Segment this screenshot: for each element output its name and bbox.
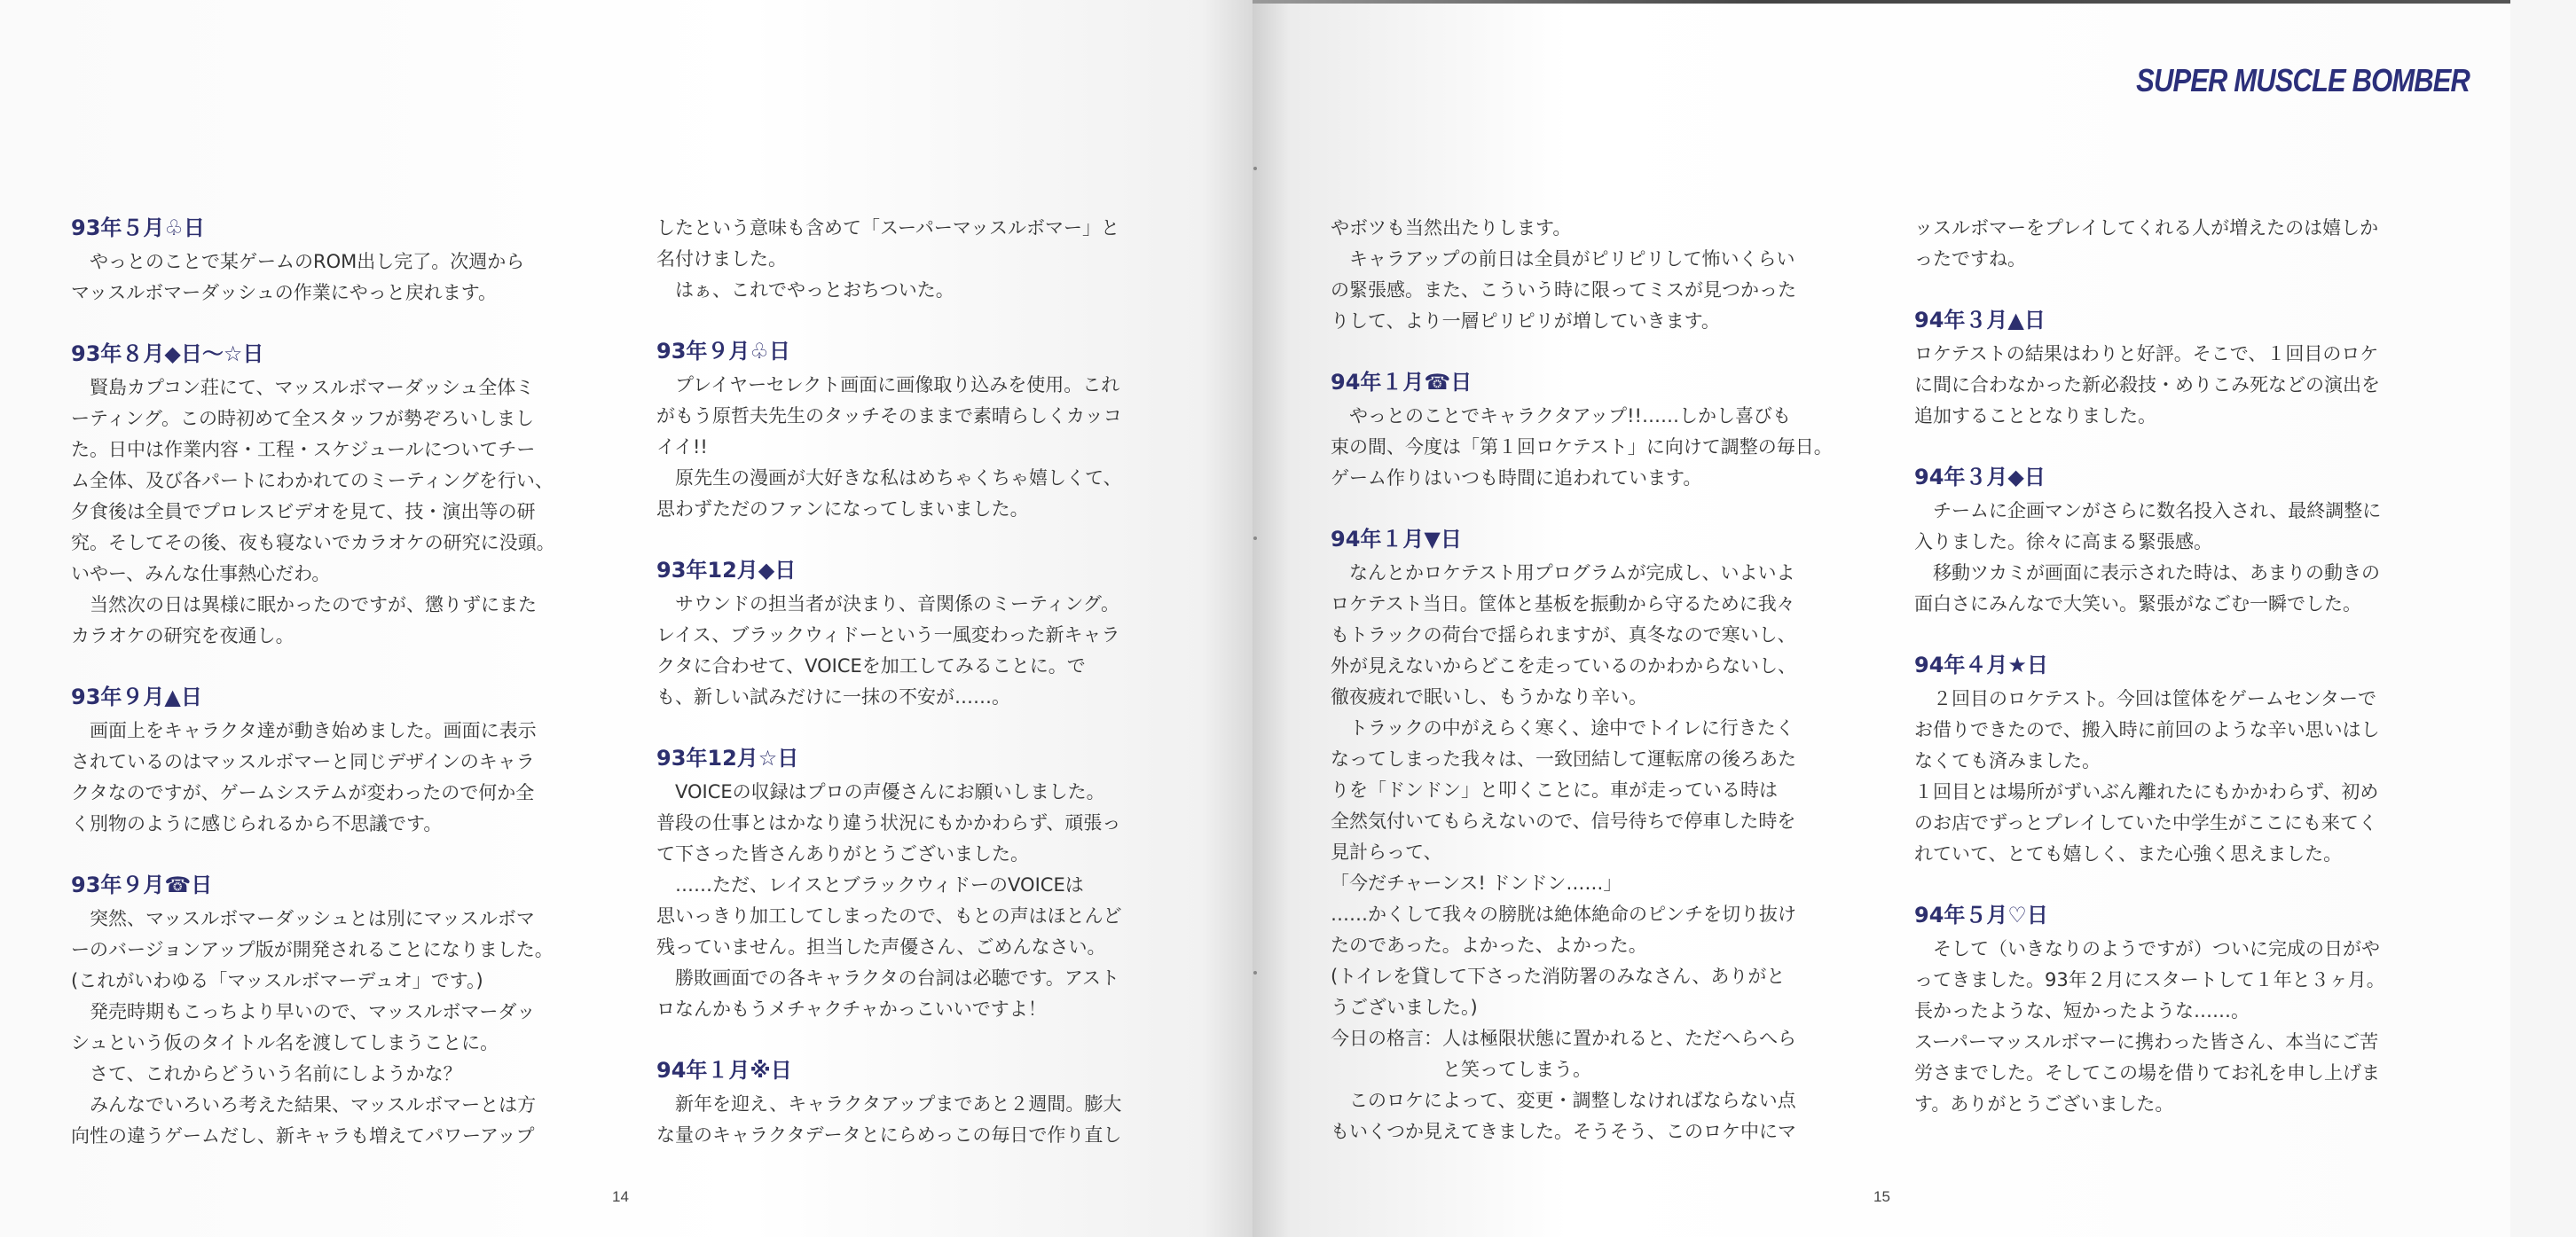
entry-text-line: 突然、マッスルボマーダッシュとは別にマッスルボマ: [71, 908, 535, 929]
entry-text-line: 普段の仕事とはかなり違う状況にもかかわらず、頑張っ: [656, 812, 1121, 834]
entry-text-line: やボツも当然出たりします。: [1331, 217, 1572, 239]
entry-text-line: さて、これからどういう名前にしようかな？: [71, 1063, 462, 1084]
entry-text-line: ロケテスト当日。筐体と基板を振動から守るために我々: [1331, 593, 1795, 615]
entry-text-line: 徹夜疲れで眠いし、もうかなり辛い。: [1331, 686, 1647, 708]
entry-text-line: た。日中は作業内容・工程・スケジュールについてチー: [71, 439, 536, 460]
entry-text-line: 入りました。徐々に高まる緊張感。: [1914, 531, 2212, 552]
entry-text-line: ム全体、及び各パートにわかれてのミーティングを行い、: [71, 470, 554, 491]
entry-text-line: て下さった皆さんありがとうございました。: [656, 843, 1029, 865]
entry-text-line: 究。そしてその後、夜も寝ないでカラオケの研究に没頭。: [71, 532, 555, 553]
entry-text-line: 勝敗画面での各キャラクタの台詞は必聴です。アスト: [656, 967, 1120, 989]
entry-text-line: れていて、とても嬉しく、また心強く思えました。: [1914, 843, 2343, 865]
entry-text-line: なってしまった我々は、一致団結して運転席の後ろあた: [1331, 748, 1796, 770]
diary-entry: [1914, 900, 2446, 1120]
entry-text-line: 全然気付いてもらえないので、信号待ちで停車した時を: [1331, 810, 1796, 832]
entry-text-line: トラックの中がえらく寒く、途中でトイレに行きたく: [1331, 717, 1795, 739]
entry-text-line: ったですね。: [1914, 248, 2026, 270]
entry-text-line: 当然次の日は異様に眠かったのですが、懲りずにまた: [71, 594, 537, 615]
top-edge-line: [1253, 0, 2510, 4]
entry-text-line: なくても済みました。: [1914, 750, 2101, 771]
entry-text-line: はぁ、これでやっとおちついた。: [656, 279, 954, 301]
entry-text-line: 長かったような、短かったような……。: [1914, 1000, 2250, 1022]
entry-text-line: 「今だチャーンス! ドンドン……」: [1331, 873, 1622, 894]
diary-entry: [656, 555, 1189, 713]
entry-text-line: マッスルボマーダッシュの作業にやっと戻れます。: [71, 282, 498, 303]
binding-mark: [1253, 167, 1257, 170]
entry-text-line: 面白さにみんなで大笑い。緊張がなごむ一瞬でした。: [1914, 593, 2361, 615]
entry-text-line: 発売時期もこっちより早いので、マッスルボマーダッ: [71, 1001, 536, 1022]
entry-text-line: 残っていません。担当した声優さん、ごめんなさい。: [656, 936, 1106, 958]
entry-text-line: す。ありがとうございました。: [1914, 1093, 2174, 1115]
entry-text-line: 労さまでした。そしてこの場を借りてお礼を申し上げま: [1914, 1062, 2380, 1084]
entry-text-line: 原先生の漫画が大好きな私はめちゃくちゃ嬉しくて、: [656, 467, 1122, 489]
entry-text-line: ２回目のロケテスト。今回は筐体をゲームセンターで: [1914, 688, 2377, 709]
brand-logo: SUPER MUSCLE BOMBER: [2136, 62, 2470, 98]
entry-text-line: がもう原哲夫先生のタッチそのままで素晴らしくカッコ: [656, 405, 1122, 427]
diary-entry: [656, 1055, 1189, 1151]
diary-entry: [1331, 213, 1863, 337]
entry-text-line: プレイヤーセレクト画面に画像取り込みを使用。これ: [656, 374, 1120, 395]
entry-text-line: 移動ツカミが画面に表示された時は、あまりの動きの: [1914, 562, 2380, 583]
entry-text-line: ーティング。この時初めて全スタッフが勢ぞろいしまし: [71, 408, 535, 429]
entry-text-line: く別物のように感じられるから不思議です。: [71, 813, 443, 834]
entry-date: 93年９月☎日: [71, 873, 213, 897]
entry-date: 94年１月※日: [656, 1058, 792, 1083]
entry-text-line: クタに合わせて、VOICEを加工してみることに。で: [656, 655, 1086, 677]
entry-date: 94年３月▲日: [1914, 308, 2046, 333]
diary-entry: [1331, 524, 1863, 1147]
entry-text-line: ……かくして我々の膀胱は絶体絶命のピンチを切り抜け: [1331, 904, 1796, 925]
entry-text-line: チームに企画マンがさらに数名投入され、最終調整に: [1914, 500, 2382, 521]
entry-text-line: そして（いきなりのようですが）ついに完成の日がや: [1914, 938, 2380, 959]
binding-mark: [1253, 971, 1257, 975]
entry-text-line: カラオケの研究を夜通し。: [71, 625, 295, 646]
entry-text-line: な量のキャラクタデータとにらめっこの毎日で作り直し: [656, 1124, 1122, 1146]
entry-date: 93年９月▲日: [71, 685, 202, 709]
entry-text-line: したという意味も含めて「スーパーマッスルボマー」と: [656, 217, 1120, 239]
entry-text-line: の緊張感。また、こういう時に限ってミスが見つかった: [1331, 279, 1796, 301]
diary-entry: [71, 870, 603, 1152]
entry-text-line: シュという仮のタイトル名を渡してしまうことに。: [71, 1032, 499, 1053]
entry-text-line: 思わずただのファンになってしまいました。: [656, 498, 1029, 520]
entry-text-line: ってきました。93年２月にスタートして１年と３ヶ月。: [1914, 969, 2385, 990]
column-3: [1331, 213, 1863, 1178]
entry-text-line: もトラックの荷台で揺られますが、真冬なので寒いし、: [1331, 624, 1796, 646]
entry-date: 93年12月☆日: [656, 746, 799, 771]
entry-date: 93年５月♧日: [71, 215, 205, 240]
entry-text-line: 今日の格言：人は極限状態に置かれると、ただへらへら: [1331, 1028, 1796, 1049]
entry-text-line: なんとかロケテスト用プログラムが完成し、いよいよ: [1331, 562, 1795, 583]
entry-text-line: ゲーム作りはいつも時間に追われています。: [1331, 467, 1702, 489]
entry-text-line: も、新しい試みだけに一抹の不安が……。: [656, 686, 1010, 708]
entry-text-line: やっとのことで某ゲームのROM出し完了。次週から: [71, 251, 525, 272]
entry-text-line: ッスルボマーをプレイしてくれる人が増えたのは嬉しか: [1914, 217, 2379, 239]
entry-text-line: うございました。): [1331, 997, 1478, 1018]
diary-entry: [1914, 305, 2446, 432]
page-number-left: 14: [612, 1188, 629, 1205]
entry-text-line: スーパーマッスルボマーに携わった皆さん、本当にご苦: [1914, 1031, 2379, 1053]
entry-text-line: ーのバージョンアップ版が開発されることになりました。: [71, 939, 554, 960]
entry-text-line: 追加することとなりました。: [1914, 405, 2156, 427]
column-1: [71, 213, 603, 1182]
entry-text-line: 束の間、今度は「第１回ロケテスト」に向けて調整の毎日。: [1331, 436, 1833, 458]
entry-text-line: (トイレを貸して下さった消防署のみなさん、ありがと: [1331, 966, 1786, 987]
entry-text-line: みんなでいろいろ考えた結果、マッスルボマーとは方: [71, 1094, 537, 1116]
diary-entry: [1914, 650, 2446, 870]
entry-text-line: に間に合わなかった新必殺技・めりこみ死などの演出を: [1914, 374, 2380, 395]
entry-text-line: ……ただ、レイスとブラックウィドーのVOICEは: [656, 874, 1084, 896]
entry-date: 94年１月☎日: [1331, 370, 1473, 395]
entry-text-line: 名付けました。: [656, 248, 787, 270]
entry-text-line: たのであった。よかった、よかった。: [1331, 935, 1647, 956]
entry-text-line: と笑ってしまう。: [1331, 1059, 1591, 1080]
entry-text-line: りして、より一層ピリピリが増していきます。: [1331, 310, 1720, 332]
entry-date: 93年９月♧日: [656, 339, 790, 364]
entry-text-line: されているのはマッスルボマーと同じデザインのキャラ: [71, 751, 535, 772]
diary-entry: [71, 682, 603, 840]
column-2: [656, 213, 1189, 1181]
diary-entry: [1914, 213, 2446, 275]
column-4: [1914, 213, 2446, 1150]
entry-text-line: イイ!!: [656, 436, 708, 458]
entry-text-line: クタなのですが、ゲームシステムが変わったので何か全: [71, 782, 535, 803]
entry-text-line: 新年を迎え、キャラクタアップまであと２週間。膨大: [656, 1093, 1122, 1115]
entry-text-line: レイス、ブラックウィドーという一風変わった新キャラ: [656, 624, 1120, 646]
diary-entry: [1331, 367, 1863, 494]
entry-text-line: 思いっきり加工してしまったので、もとの声はほとんど: [656, 905, 1122, 927]
entry-text-line: １回目とは場所がずいぶん離れたにもかかわらず、初め: [1914, 781, 2379, 802]
entry-text-line: 向性の違うゲームだし、新キャラも増えてパワーアップ: [71, 1125, 535, 1147]
entry-date: 94年４月★日: [1914, 653, 2048, 677]
page-number-right: 15: [1873, 1188, 1890, 1205]
entry-date: 94年１月▼日: [1331, 527, 1462, 552]
entry-text-line: やっとのことでキャラクタアップ!!……しかし喜びも: [1331, 405, 1791, 427]
entry-text-line: お借りできたので、搬入時に前回のような辛い思いはし: [1914, 719, 2380, 740]
entry-text-line: サウンドの担当者が決まり、音関係のミーティング。: [656, 593, 1120, 615]
diary-entry: [1914, 462, 2446, 620]
entry-text-line: 夕食後は全員でプロレスビデオを見て、技・演出等の研: [71, 501, 536, 522]
entry-text-line: いやー、みんな仕事熱心だわ。: [71, 563, 331, 584]
diary-entry: [656, 743, 1189, 1025]
entry-text-line: もいくつか見えてきました。そうそう、このロケ中にマ: [1331, 1121, 1796, 1142]
entry-text-line: ロケテストの結果はわりと好評。そこで、１回目のロケ: [1914, 343, 2379, 364]
entry-date: 94年３月◆日: [1914, 465, 2046, 489]
entry-text-line: (これがいわゆる「マッスルボマーデュオ」です。): [71, 970, 483, 991]
entry-text-line: のお店でずっとプレイしていた中学生がここにも来てく: [1914, 812, 2377, 834]
entry-text-line: このロケによって、変更・調整しなければならない点: [1331, 1090, 1796, 1111]
entry-text-line: VOICEの収録はプロの声優さんにお願いしました。: [656, 781, 1105, 802]
entry-date: 93年８月◆日〜☆日: [71, 341, 264, 366]
entry-date: 94年５月♡日: [1914, 903, 2048, 928]
entry-text-line: 賢島カプコン荘にて、マッスルボマーダッシュ全体ミ: [71, 377, 535, 398]
diary-entry: [656, 336, 1189, 525]
entry-text-line: キャラアップの前日は全員がピリピリして怖いくらい: [1331, 248, 1795, 270]
binding-mark: [1253, 536, 1257, 540]
entry-date: 93年12月◆日: [656, 558, 797, 583]
entry-text-line: 見計らって、: [1331, 842, 1442, 863]
entry-text-line: りを「ドンドン」と叩くことに。車が走っている時は: [1331, 779, 1778, 801]
page-edge-margin: [2510, 0, 2576, 1237]
entry-text-line: 画面上をキャラクタ達が動き始めました。画面に表示: [71, 720, 537, 741]
entry-text-line: 外が見えないからどこを走っているのかわからないし、: [1331, 655, 1796, 677]
entry-text-line: ロなんかもうメチャクチャかっこいいですよ！: [656, 998, 1047, 1020]
diary-entry: [71, 213, 603, 309]
diary-entry: [71, 339, 603, 652]
diary-entry: [656, 213, 1189, 306]
